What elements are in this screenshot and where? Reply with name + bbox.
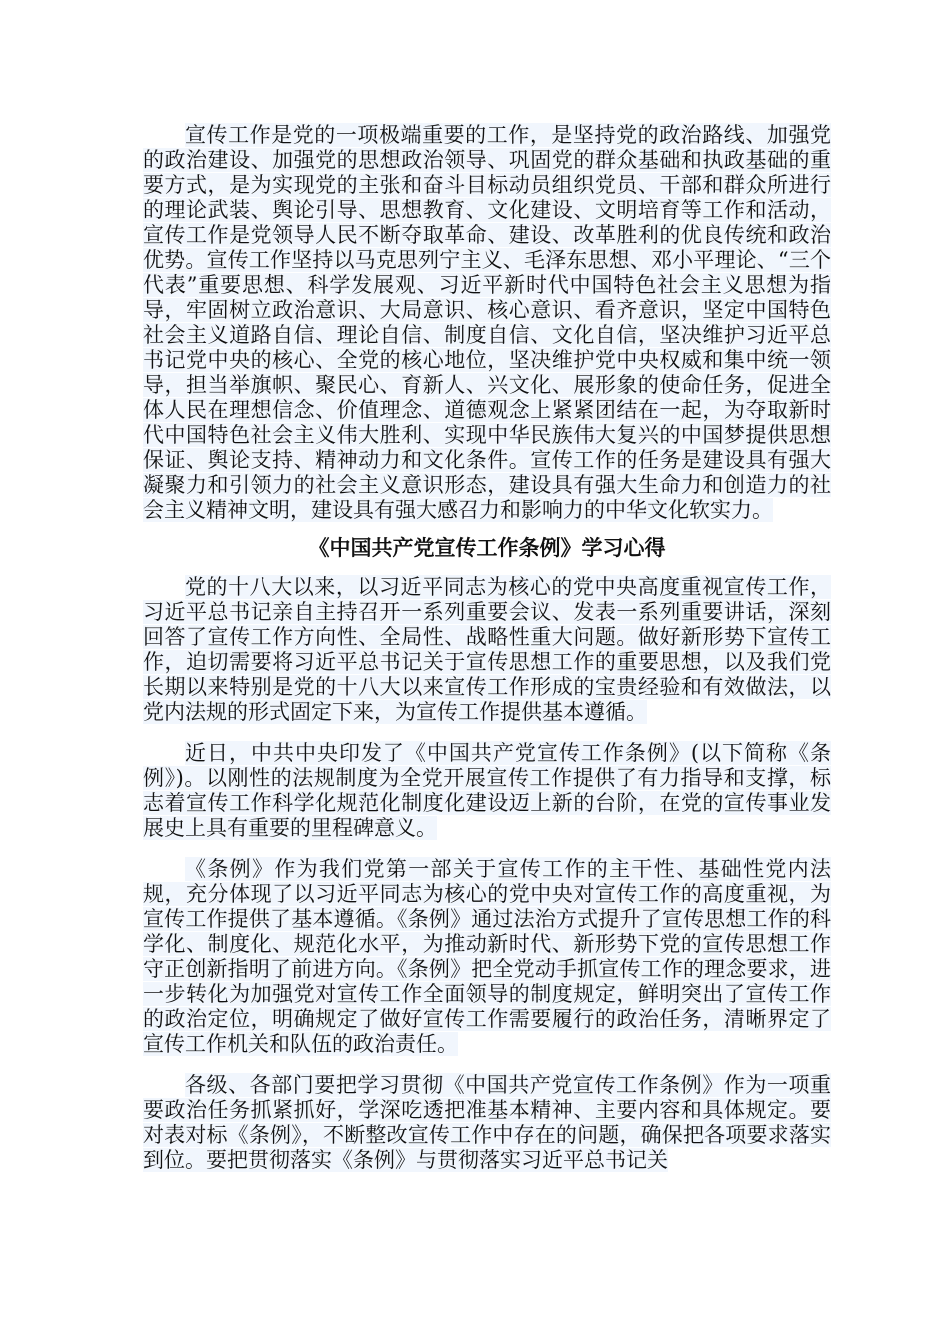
body-paragraph-4-text: 各级、各部门要把学习贯彻《中国共产党宣传工作条例》作为一项重要政治任务抓紧抓好，学深吃透把准基本精神、主要内容和具体规定。要对表对标《条例》，不断整改宣传工作中存在的问题，确保把各项要求落实到位。要把贯彻落实《条例》与贯彻落实习近平总书记关 [143, 1073, 831, 1172]
intro-paragraph [143, 123, 831, 523]
body-paragraph-4 [143, 1073, 831, 1173]
body-paragraph-3-text: 《条例》作为我们党第一部关于宣传工作的主干性、基础性党内法规，充分体现了以习近平同志为核心的党中央对宣传工作的高度重视，为宣传工作提供了基本遵循。《条例》通过法治方式提升了宣传思想工作的科学化、制度化、规范化水平，为推动新时代、新形势下党的宣传思想工作守正创新指明了前进方向。《条例》把全党动手抓宣传工作的理念要求，进一步转化为加强党对宣传工作全面领导的制度规定，鲜明突出了宣传工作的政治定位，明确规定了做好宣传工作需要履行的政治任务，清晰界定了宣传工作机关和队伍的政治责任。 [143, 857, 831, 1056]
body-paragraph-3 [143, 857, 831, 1057]
document-page [143, 123, 831, 1173]
intro-paragraph-text: 宣传工作是党的一项极端重要的工作，是坚持党的政治路线、加强党的政治建设、加强党的思想政治领导、巩固党的群众基础和执政基础的重要方式，是为实现党的主张和奋斗目标动员组织党员、干部和群众所进行的理论武装、舆论引导、思想教育、文化建设、文明培育等工作和活动，宣传工作是党领导人民不断夺取革命、建设、改革胜利的优良传统和政治优势。宣传工作坚持以马克思列宁主义、毛泽东思想、邓小平理论、“三个代表”重要思想、科学发展观、习近平新时代中国特色社会主义思想为指导，牢固树立政治意识、大局意识、核心意识、看齐意识，坚定中国特色社会主义道路自信、理论自信、制度自信、文化自信，坚决维护习近平总书记党中央的核心、全党的核心地位，坚决维护党中央权威和集中统一领导，担当举旗帜、聚民心、育新人、兴文化、展形象的使命任务，促进全体人民在理想信念、价值理念、道德观念上紧紧团结在一起，为夺取新时代中国特色社会主义伟大胜利、实现中华民族伟大复兴的中国梦提供思想保证、舆论支持、精神动力和文化条件。宣传工作的任务是建设具有强大凝聚力和引领力的社会主义意识形态，建设具有强大生命力和创造力的社会主义精神文明，建设具有强大感召力和影响力的中华文化软实力。 [143, 123, 831, 522]
body-paragraph-2-text: 近日，中共中央印发了《中国共产党宣传工作条例》(以下简称《条例》)。以刚性的法规制度为全党开展宣传工作提供了有力指导和支撑，标志着宣传工作科学化规范化制度化建设迈上新的台阶，在党的宣传事业发展史上具有重要的里程碑意义。 [143, 741, 831, 840]
body-paragraph-2 [143, 741, 831, 841]
document-title: 《中国共产党宣传工作条例》学习心得 [308, 535, 666, 560]
body-paragraph-1 [143, 575, 831, 725]
body-paragraph-1-text: 党的十八大以来，以习近平同志为核心的党中央高度重视宣传工作，习近平总书记亲自主持召开一系列重要会议、发表一系列重要讲话，深刻回答了宣传工作方向性、全局性、战略性重大问题。做好新形势下宣传工作，迫切需要将习近平总书记关于宣传思想工作的重要思想，以及我们党长期以来特别是党的十八大以来宣传工作形成的宝贵经验和有效做法，以党内法规的形式固定下来，为宣传工作提供基本遵循。 [143, 575, 831, 724]
